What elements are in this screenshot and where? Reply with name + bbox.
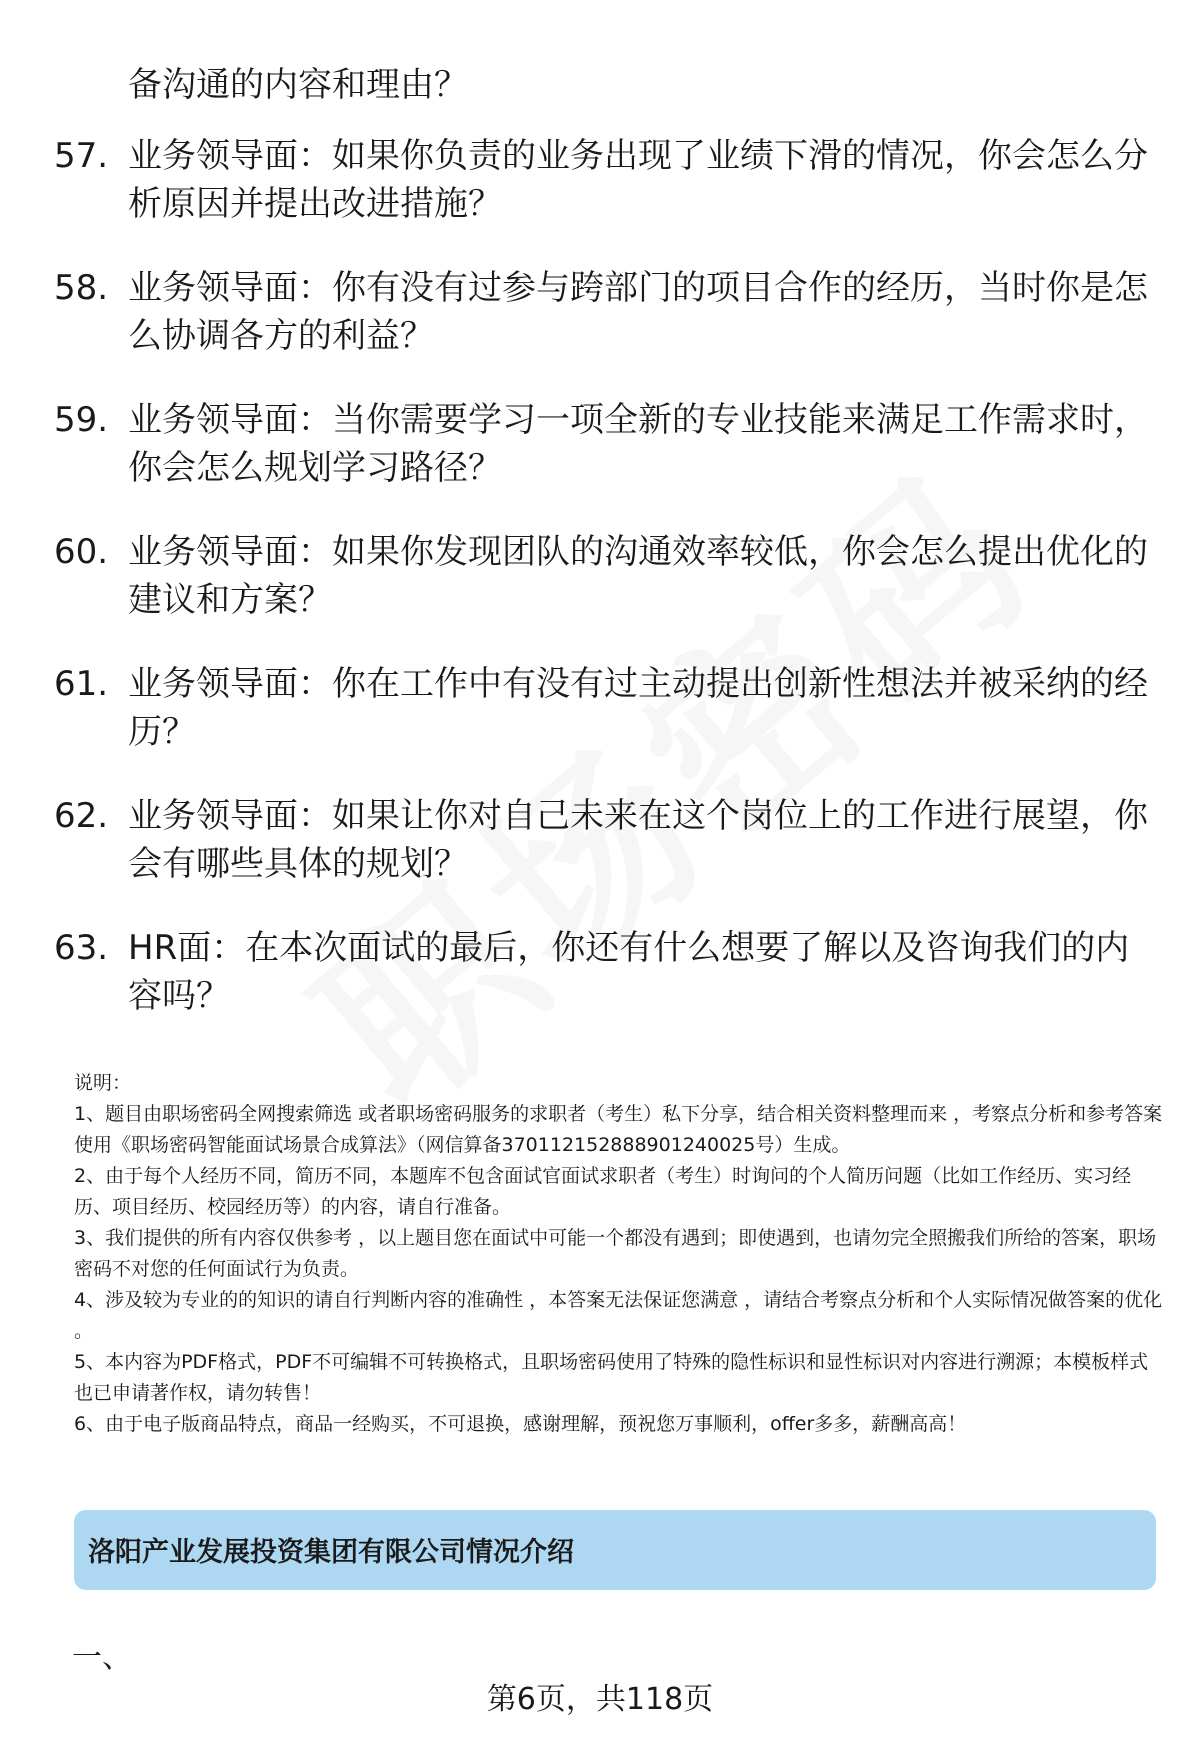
note-item: 2、由于每个人经历不同，简历不同，本题库不包含面试官面试求职者（考生）时询问的个人简历问题（比如工作经历、实习经历、项目经历、校园经历等）的内容，请自行准备。	[74, 1165, 1132, 1218]
question-text: 业务领导面：如果你发现团队的沟通效率较低，你会怎么提出优化的建议和方案？	[128, 532, 1148, 620]
question-number: 60.	[54, 532, 109, 572]
question-item	[54, 528, 1154, 624]
question-item	[54, 924, 1154, 1020]
note-item: 6、由于电子版商品特点，商品一经购买，不可退换，感谢理解，预祝您万事顺利，offer多多，薪酬高高！	[74, 1413, 967, 1435]
section-heading: 一、	[72, 1640, 132, 1675]
question-number: 58.	[54, 268, 109, 308]
question-number: 61.	[54, 664, 109, 704]
question-number: 57.	[54, 136, 109, 176]
note-item: 1、题目由职场密码全网搜索筛选 或者职场密码服务的求职者（考生）私下分享，结合相关资料整理而来 ，考察点分析和参考答案使用《职场密码智能面试场景合成算法》（网信算备370112152888901240025号）生成。	[74, 1103, 1163, 1156]
question-text: 业务领导面：如果让你对自己未来在这个岗位上的工作进行展望，你会有哪些具体的规划？	[128, 796, 1148, 884]
question-item	[54, 660, 1154, 756]
question-text: 业务领导面：你在工作中有没有过主动提出创新性想法并被采纳的经历？	[128, 664, 1148, 752]
company-intro-banner	[74, 1510, 1156, 1590]
question-item	[54, 264, 1154, 360]
note-item: 5、本内容为PDF格式，PDF不可编辑不可转换格式，且职场密码使用了特殊的隐性标识和显性标识对内容进行溯源；本模板样式也已申请著作权，请勿转售！	[74, 1351, 1149, 1404]
disclaimer-notes	[74, 1068, 1164, 1440]
page-number: 第6页，共118页	[486, 1682, 714, 1717]
question-item	[54, 396, 1154, 492]
question-text: 业务领导面：如果你负责的业务出现了业绩下滑的情况，你会怎么分析原因并提出改进措施？	[128, 136, 1148, 224]
question-item	[54, 792, 1154, 888]
notes-title: 说明：	[74, 1072, 132, 1094]
continued-question-line: 备沟通的内容和理由？	[128, 65, 468, 105]
question-text: HR面：在本次面试的最后，你还有什么想要了解以及咨询我们的内容吗？	[128, 928, 1130, 1016]
question-number: 59.	[54, 400, 109, 440]
question-item	[54, 132, 1154, 228]
question-text: 业务领导面：你有没有过参与跨部门的项目合作的经历，当时你是怎么协调各方的利益？	[128, 268, 1148, 356]
note-item: 4、涉及较为专业的的知识的请自行判断内容的准确性 ，本答案无法保证您满意 ，请结合考察点分析和个人实际情况做答案的优化 。	[74, 1289, 1163, 1342]
note-item: 3、我们提供的所有内容仅供参考 ，以上题目您在面试中可能一个都没有遇到；即使遇到，也请勿完全照搬我们所给的答案，职场密码不对您的任何面试行为负责。	[74, 1227, 1157, 1280]
company-intro-title: 洛阳产业发展投资集团有限公司情况介绍	[88, 1537, 574, 1568]
question-text: 业务领导面：当你需要学习一项全新的专业技能来满足工作需求时，你会怎么规划学习路径？	[128, 400, 1148, 488]
question-number: 63.	[54, 928, 109, 968]
question-number: 62.	[54, 796, 109, 836]
